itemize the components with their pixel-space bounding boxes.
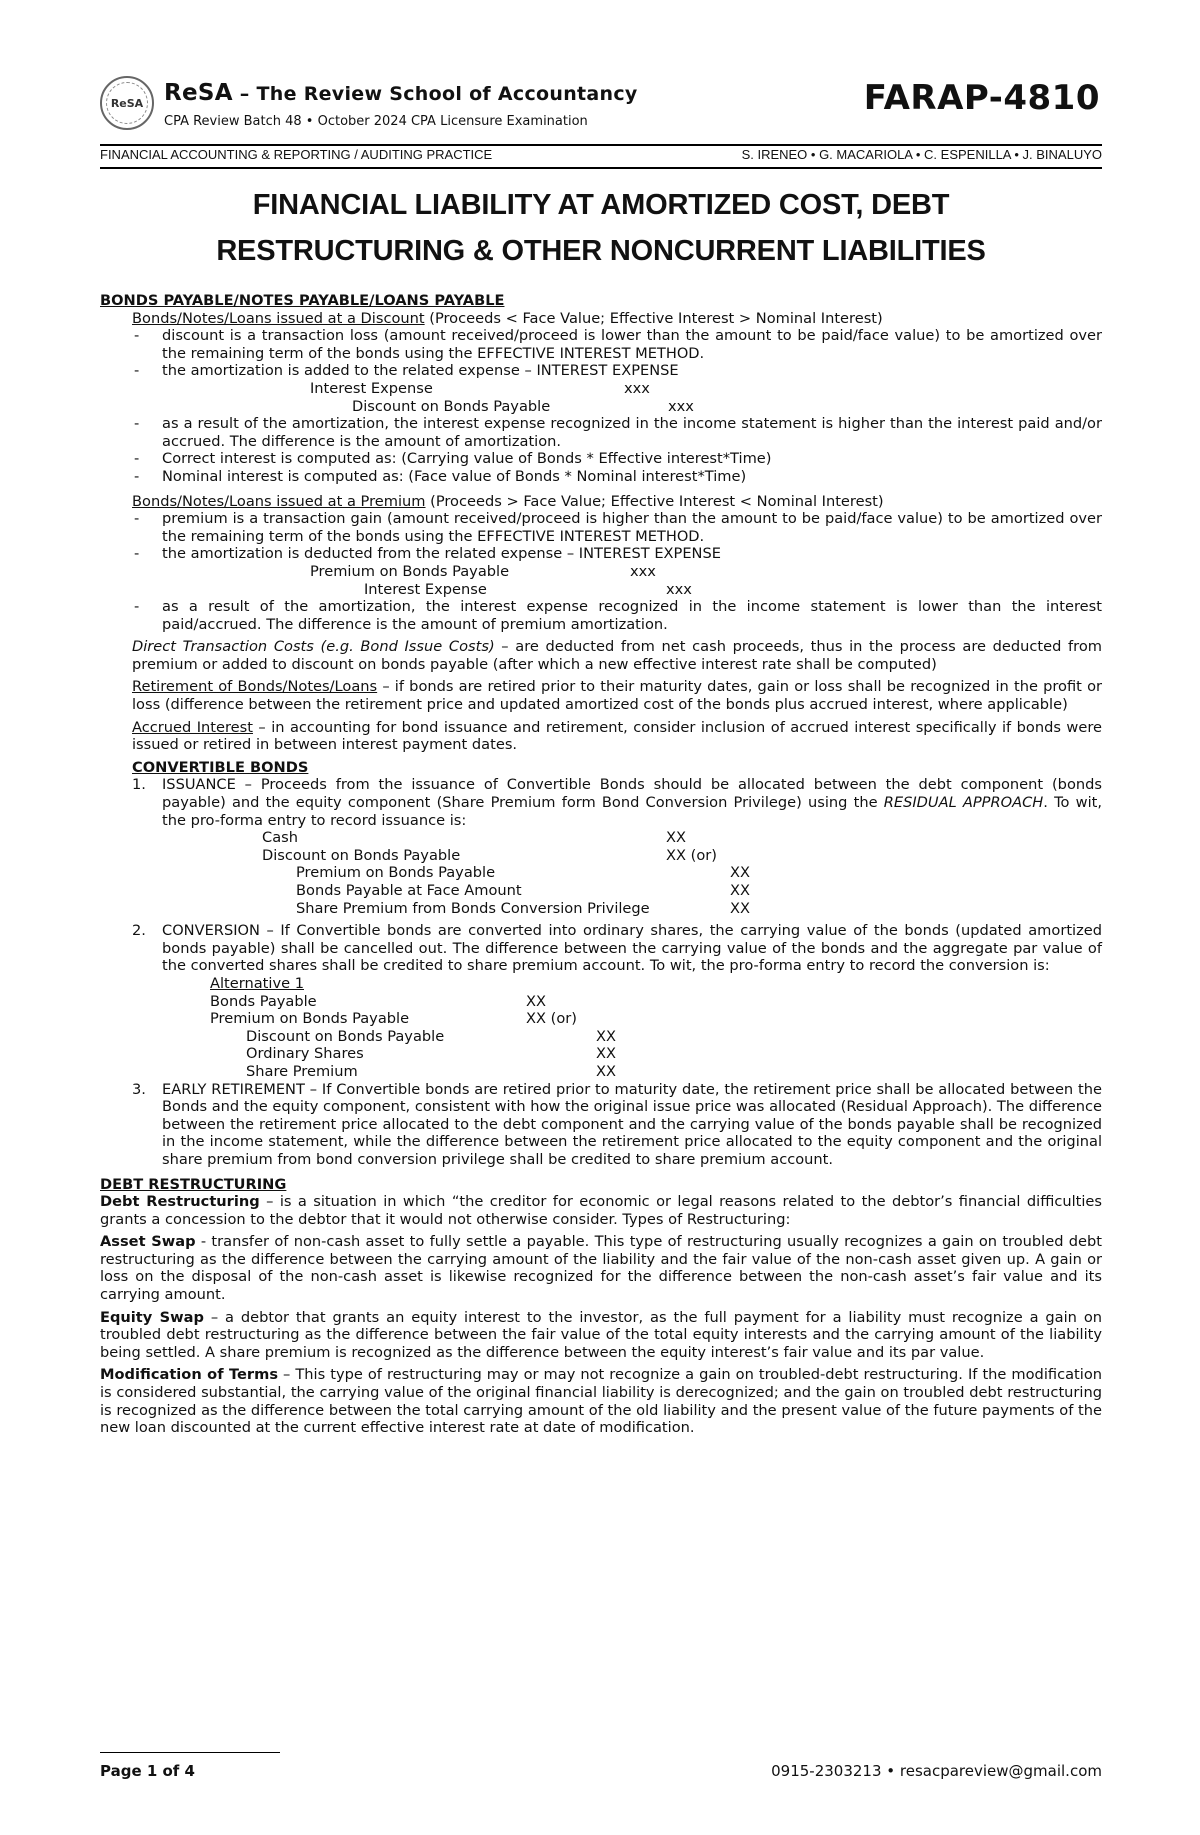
authors-label: S. IRENEO • G. MACARIOLA • C. ESPENILLA • J. BINALUYO [741, 147, 1102, 162]
header-rule-top [100, 144, 1102, 146]
journal-entry-line: Alternative 1 [210, 974, 304, 992]
debt-restructuring-definition: Debt Restructuring – is a situation in which “the creditor for economic or legal reasons related to the debtor’s financial difficulties grants a concession to the debtor that it would not otherwise consider. Types of Restructuring: [100, 1193, 1103, 1228]
journal-entry-line: Discount on Bonds Payable XX (or) [262, 846, 717, 864]
journal-entry-line: Premium on Bonds Payable XX [296, 864, 750, 882]
discount-point: - Correct interest is computed as: (Carrying value of Bonds * Effective interest*Time) [100, 450, 1102, 468]
list-item-early-retirement: 3. EARLY RETIREMENT – If Convertible bonds are retired prior to maturity date, the retirement price shall be allocated between the Bonds and the equity component, consistent with how the original issue price was allocated (Residual Approach). The difference between the retirement price allocated to the debt component and the carrying value of the bonds payable shall be recognized in the income statement, while the difference between the retirement price allocated to the equity component and the original share premium from bond conversion privilege shall be credited to share premium account. [132, 1080, 1102, 1168]
document-code: FARAP-4810 [863, 78, 1100, 118]
school-logo [100, 76, 154, 130]
school-name: ReSA – The Review School of Accountancy [164, 80, 638, 106]
premium-point: - premium is a transaction gain (amount received/proceed is higher than the amount to be paid/face value) to be amortized over the remaining term of the bonds using the EFFECTIVE INTEREST METHOD. [100, 510, 1102, 545]
retirement-paragraph: Retirement of Bonds/Notes/Loans – if bonds are retired prior to their maturity dates, gain or loss shall be recognized in the profit or loss (difference between the retirement price and updated amortized cost of the bonds plus accrued interest, where applicable) [132, 678, 1103, 714]
list-item-conversion: 2. CONVERSION – If Convertible bonds are converted into ordinary shares, the carrying value of the bonds (updated amortized bonds payable) shall be cancelled out. The difference between the carrying value of the bonds and the aggregate par value of the converted shares shall be credited to share premium account. To wit, the pro-forma entry to record the conversion is: [132, 922, 1102, 975]
premium-subheading: Bonds/Notes/Loans issued at a Premium (Proceeds > Face Value; Effective Interest < Nominal Interest) [132, 492, 884, 510]
logo-text: ReSA [110, 96, 144, 110]
journal-entry-line: Premium on Bonds Payable XX (or) [210, 1010, 577, 1028]
footer-rule [100, 1752, 280, 1753]
subject-bar [100, 147, 1102, 165]
journal-entry-line: Discount on Bonds Payable XX [246, 1027, 616, 1045]
document-title: FINANCIAL LIABILITY AT AMORTIZED COST, DEBT RESTRUCTURING & OTHER NONCURRENT LIABILITIES [216, 189, 986, 267]
contact-info: 0915-2303213 • resacpareview@gmail.com [771, 1762, 1102, 1780]
journal-entry-line: Discount on Bonds Payable xxx [352, 397, 694, 415]
document-page [100, 70, 1103, 1437]
modification-of-terms-paragraph: Modification of Terms – This type of restructuring may or may not recognize a gain on troubled-debt restructuring. If the modification is considered substantial, the carrying value of the original financial liability is derecognized; and the gain on troubled debt restructuring is recognized as the difference between the total carrying amount of the old liability and the present value of the future payments of the new loan discounted at the current effective interest rate at date of modification. [100, 1366, 1102, 1437]
asset-swap-paragraph: Asset Swap - transfer of non-cash asset to fully settle a payable. This type of restructuring usually recognizes a gain on troubled debt restructuring as the difference between the carrying amount of the liability and the fair value of the non-cash asset given up. A gain or loss on the disposal of the non-cash asset is likewise recognized for the difference between the non-cash asset’s fair value and its carrying amount. [100, 1233, 1102, 1304]
discount-point: - Nominal interest is computed as: (Face value of Bonds * Nominal interest*Time) [100, 468, 1102, 486]
journal-entry-line: Share Premium from Bonds Conversion Privilege XX [296, 899, 750, 917]
transaction-costs-paragraph: Direct Transaction Costs (e.g. Bond Issue Costs) – are deducted from net cash proceeds, thus in the process are deducted from premium or added to discount on bonds payable (after which a new effective interest rate shall be computed) [132, 638, 1102, 673]
list-item-issuance: 1. ISSUANCE – Proceeds from the issuance of Convertible Bonds should be allocated between the debt component (bonds payable) and the equity component (Share Premium form Bond Conversion Privilege) using the RESIDUAL APPROACH. To wit, the pro-forma entry to record issuance is: [132, 776, 1102, 829]
journal-entry-line: Premium on Bonds Payable xxx [310, 562, 656, 580]
journal-entry-line: Interest Expense xxx [364, 580, 692, 598]
discount-point: - as a result of the amortization, the interest expense recognized in the income statement is higher than the interest paid and/or accrued. The difference is the amount of amortization. [100, 415, 1102, 450]
journal-entry-line: Bonds Payable at Face Amount XX [296, 882, 750, 899]
batch-info: CPA Review Batch 48 • October 2024 CPA Licensure Examination [164, 114, 588, 129]
section-heading-convertible: CONVERTIBLE BONDS [132, 758, 309, 776]
journal-entry-line: Interest Expense xxx [310, 379, 650, 397]
discount-point: - the amortization is added to the related expense – INTEREST EXPENSE [100, 362, 1102, 380]
journal-entry-line: Bonds Payable XX [210, 992, 546, 1010]
discount-subheading: Bonds/Notes/Loans issued at a Discount (Proceeds < Face Value; Effective Interest > Nominal Interest) [132, 309, 883, 327]
header-rule-bottom [100, 167, 1102, 169]
journal-entry-line: Share Premium XX [246, 1062, 616, 1080]
equity-swap-paragraph: Equity Swap – a debtor that grants an equity interest to the investor, as the full payment for a liability must recognize a gain on troubled debt restructuring as the difference between the fair value of the total equity interests and the carrying amount of the liability being settled. A share premium is recognized as the difference between the equity interest’s fair value and its par value. [100, 1308, 1102, 1361]
journal-entry-line: Ordinary Shares XX [246, 1045, 616, 1063]
document-header [100, 70, 1102, 136]
document-body [100, 292, 1102, 1437]
premium-point: - as a result of the amortization, the interest expense recognized in the income statement is lower than the interest paid/accrued. The difference is the amount of premium amortization. [100, 598, 1102, 633]
accrued-interest-paragraph: Accrued Interest – in accounting for bond issuance and retirement, consider inclusion of accrued interest specifically if bonds were issued or retired in between interest payment dates. [132, 718, 1102, 754]
section-heading-debt-restructuring: DEBT RESTRUCTURING [100, 1175, 287, 1193]
discount-point: - discount is a transaction loss (amount received/proceed is lower than the amount to be paid/face value) to be amortized over the remaining term of the bonds using the EFFECTIVE INTEREST METHOD. [100, 327, 1102, 362]
subject-label: FINANCIAL ACCOUNTING & REPORTING / AUDITING PRACTICE [100, 147, 493, 162]
journal-entry-line: Cash XX [262, 829, 686, 847]
page-number: Page 1 of 4 [100, 1762, 195, 1780]
section-heading-bonds: BONDS PAYABLE/NOTES PAYABLE/LOANS PAYABLE [100, 292, 505, 309]
premium-point: - the amortization is deducted from the related expense – INTEREST EXPENSE [100, 545, 1102, 563]
